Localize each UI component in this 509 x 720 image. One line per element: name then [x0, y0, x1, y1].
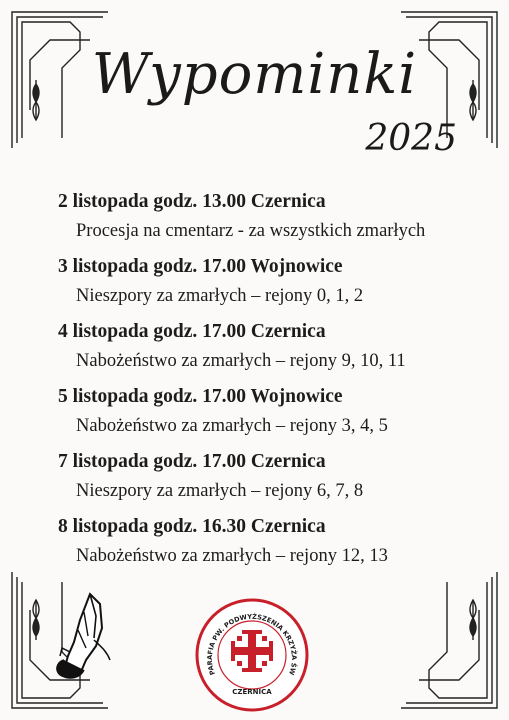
- event-heading: 7 listopada godz. 17.00 Czernica: [58, 451, 326, 472]
- event-description: Nabożeństwo za zmarłych – rejony 9, 10, 11: [76, 351, 406, 371]
- event-item: [58, 255, 488, 320]
- event-heading: 4 listopada godz. 17.00 Czernica: [58, 321, 326, 342]
- year-label: 2025: [365, 118, 457, 159]
- seal-place: CZERNICA: [232, 688, 272, 696]
- event-item: [58, 385, 488, 450]
- event-description: Procesja na cmentarz - za wszystkich zmarłych: [76, 221, 426, 241]
- event-description: Nieszpory za zmarłych – rejony 6, 7, 8: [76, 481, 364, 501]
- event-list: [58, 190, 488, 580]
- event-item: [58, 515, 488, 580]
- event-item: [58, 320, 488, 385]
- corner-ornament-bottom-right: [399, 570, 499, 710]
- event-heading: 5 listopada godz. 17.00 Wojnowice: [58, 386, 343, 407]
- event-description: Nabożeństwo za zmarłych – rejony 3, 4, 5: [76, 416, 388, 436]
- event-heading: 8 listopada godz. 16.30 Czernica: [58, 516, 326, 537]
- parish-seal: [193, 596, 311, 714]
- event-heading: 3 listopada godz. 17.00 Wojnowice: [58, 256, 343, 277]
- seal-text: PARAFIA PW. PODWYŻSZENIA KRZYŻA ŚW: [205, 612, 299, 677]
- praying-hands-icon: [50, 590, 120, 680]
- event-item: [58, 190, 488, 255]
- event-description: Nieszpory za zmarłych – rejony 0, 1, 2: [76, 286, 364, 306]
- page-title: Wypominki: [91, 42, 418, 107]
- event-description: Nabożeństwo za zmarłych – rejony 12, 13: [76, 546, 388, 566]
- event-item: [58, 450, 488, 515]
- event-heading: 2 listopada godz. 13.00 Czernica: [58, 191, 326, 212]
